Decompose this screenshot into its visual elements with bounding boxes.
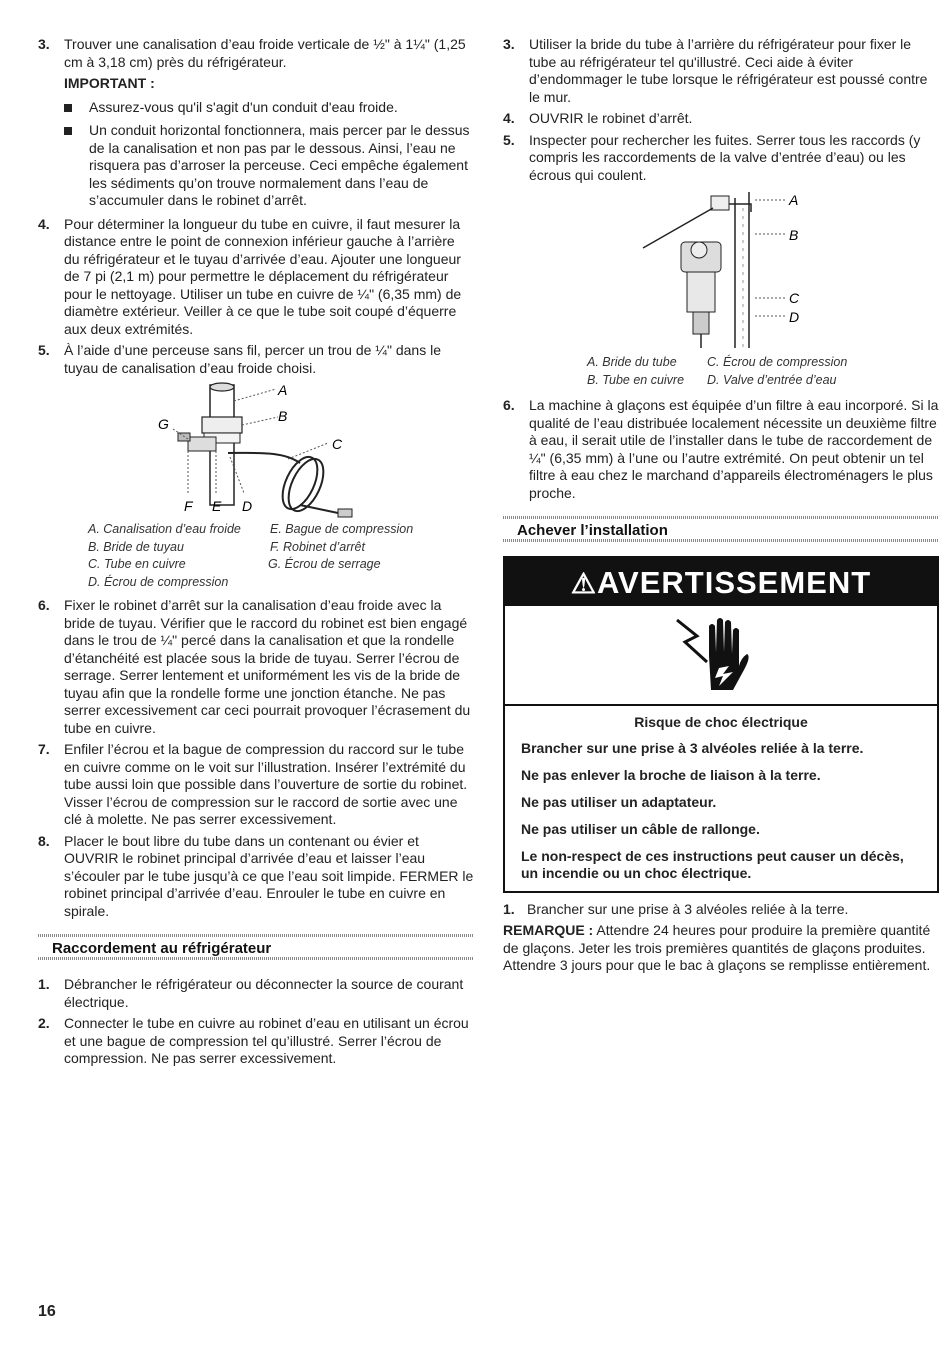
step-text: Inspecter pour rechercher les fuites. Serrer tous les raccords (y compris les raccordements de la valve d’entrée d’eau) ou les écrous qui coulent.	[529, 131, 921, 183]
fig1-label-b: B	[278, 408, 288, 424]
water-valve-figure	[503, 188, 939, 354]
section-title: Raccordement au réfrigérateur	[52, 940, 272, 957]
warning-triangle-icon: ⚠	[570, 568, 597, 599]
remark	[503, 922, 939, 975]
warning-line: Le non-respect de ces instructions peut causer un décès, un incendie ou un choc électrique.	[521, 847, 904, 881]
section-divider	[38, 957, 474, 960]
bullet-square-icon	[64, 127, 72, 135]
section-divider	[503, 516, 939, 519]
important-label: IMPORTANT :	[64, 75, 155, 91]
fig1-caption	[88, 521, 474, 591]
bullet-item	[64, 122, 474, 210]
warning-text	[505, 706, 937, 891]
warning-line: Ne pas utiliser un adaptateur.	[521, 793, 717, 810]
caption-item: D. Écrou de compression	[88, 574, 229, 589]
bullet-square-icon	[64, 104, 72, 112]
fig2-caption	[587, 354, 939, 389]
step-7	[38, 741, 474, 829]
bullet-text: Un conduit horizontal fonctionnera, mais percer par le dessus de la canalisation et non pas par le dessous. Ainsi, l’eau ne risquera pas d’arroser la perceuse. Ceci empêche également les sédiments qu’on trouve normalement dans l’eau de s’accumuler dans le robinet d’arrêt.	[89, 122, 470, 208]
connect-step-1	[38, 976, 474, 1011]
section-heading-achever	[503, 516, 939, 542]
remark-text: Attendre 24 heures pour produire la première quantité de glaçons. Jeter les trois premières quantités de glaçons produites. Attendre 3 jours pour que le bac à glaçons se remplisse entièrement.	[503, 922, 931, 973]
fig1-label-g: G	[158, 416, 169, 432]
bullet-text: Assurez-vous qu'il s'agit d'un conduit d'eau froide.	[89, 98, 398, 115]
fig2-label-b: B	[789, 227, 799, 243]
step-text: À l’aide d’une perceuse sans fil, percer un trou de ¼" dans le tuyau de canalisation d’eau froide choisi.	[64, 342, 441, 376]
step-number: 1.	[503, 900, 515, 917]
warning-line: Ne pas enlever la broche de liaison à la terre.	[521, 766, 821, 783]
electric-shock-icon	[505, 606, 937, 706]
right-column	[503, 36, 939, 975]
caption-item: B. Tube en cuivre	[587, 372, 685, 387]
step-number: 6.	[38, 597, 50, 613]
connect-step-2	[38, 1015, 474, 1068]
caption-item: B. Bride de tuyau	[88, 539, 184, 554]
step-number: 1.	[38, 976, 50, 992]
step-5	[38, 342, 474, 377]
right-step-3	[503, 36, 939, 106]
caption-item: A. Bride du tube	[587, 355, 677, 369]
fig2-label-a: A	[789, 192, 799, 208]
bullet-item	[64, 99, 474, 117]
section-divider	[503, 539, 939, 542]
remark-label: REMARQUE :	[503, 922, 594, 938]
shutoff-valve-illustration	[38, 381, 474, 521]
step-text: Débrancher le réfrigérateur ou déconnecter la source de courant électrique.	[64, 976, 464, 1010]
step-number: 5.	[503, 131, 515, 148]
step-number: 4.	[503, 110, 515, 126]
step-number: 2.	[38, 1015, 50, 1031]
step-text: Brancher sur une prise à 3 alvéoles reliée à la terre.	[527, 900, 849, 917]
step-3	[38, 36, 474, 71]
left-column	[38, 36, 474, 1072]
page-number: 16	[38, 1303, 56, 1320]
step-number: 6.	[503, 397, 515, 413]
step-number: 4.	[38, 215, 50, 232]
caption-item: D. Valve d’entrée d’eau	[707, 372, 837, 387]
step-number: 7.	[38, 741, 50, 757]
warning-header	[505, 558, 937, 606]
step-number: 3.	[503, 36, 515, 52]
caption-item: C. Tube en cuivre	[88, 557, 186, 571]
step-text: Connecter le tube en cuivre au robinet d’eau en utilisant un écrou et une bague de compression tel qu’illustré. Serrer l’écrou de compression. Ne pas serrer excessivement.	[64, 1015, 469, 1066]
caption-item: G. Écrou de serrage	[268, 557, 381, 571]
caption-item: C. Écrou de compression	[707, 355, 848, 369]
warning-header-text: AVERTISSEMENT	[596, 565, 872, 600]
step-text: Pour déterminer la longueur du tube en cuivre, il faut mesurer la distance entre le point de connexion inférieur gauche à l’arrière du réfrigérateur et le tuyau d’arrivée d’eau. Ajouter une longueur de 7 pi (2,1 m) pour permettre le déplacement du réfrigérateur pour le nettoyage. Utiliser un tube en cuivre de ¼" (6,35 mm) de diamètre extérieur. Veiller à ce que le tube soit coupé d’équerre aux deux extrémités.	[64, 215, 462, 337]
fig1-label-f: F	[184, 498, 193, 514]
step-text: OUVRIR le robinet d’arrêt.	[529, 110, 693, 126]
step-text: Enfiler l’écrou et la bague de compression du raccord sur le tube en cuivre comme on le voit sur l’illustration. Insérer l’extrémité du tube aussi loin que possible dans l’ouverture de sortie du robinet. Visser l’écrou de compression sur le raccord de sortie avec une clé à molette. Ne pas serrer excessivement.	[64, 741, 468, 827]
fig1-label-e: E	[212, 498, 222, 514]
caption-item: A. Canalisation d’eau froide	[88, 522, 241, 536]
step-text: Placer le bout libre du tube dans un contenant ou évier et OUVRIR le robinet principal d’arrivée d’eau et laisser l’eau s’écouler par le tube jusqu’à ce que l’eau soit limpide. FERMER le robinet principal d’arrivée d’eau. Enrouler le tube en cuivre en spirale.	[64, 832, 474, 919]
fig1-label-d: D	[242, 498, 253, 514]
step-4	[38, 216, 474, 339]
warning-risk: Risque de choc électrique	[634, 714, 808, 730]
fig2-label-c: C	[789, 290, 800, 306]
step-text: Utiliser la bride du tube à l’arrière du réfrigérateur pour fixer le tube au réfrigérateur tel qu'illustré. Ceci aide à éviter d’endommager le tube lorsque le réfrigérateur est poussé contre le mur.	[529, 36, 928, 105]
step-text: La machine à glaçons est équipée d’un filtre à eau incorporé. Si la qualité de l’eau distribuée localement nécessite un deuxième filtre à eau, il serait utile de l’installer dans le tube de raccordement de ¼" (6,35 mm) à l’une ou l’autre extrémité. On peut obtenir un tel filtre à eau chez le marchand d’appareils électroménagers le plus proche.	[529, 397, 939, 501]
step-6	[38, 597, 474, 737]
fig1-label-c: C	[332, 436, 343, 452]
section-divider	[38, 934, 474, 937]
right-step-6	[503, 397, 939, 502]
step-number: 3.	[38, 36, 50, 52]
right-step-5	[503, 132, 939, 185]
fig1-label-a: A	[278, 382, 288, 398]
final-step-1	[503, 901, 939, 919]
step-number: 8.	[38, 832, 50, 849]
warning-line: Brancher sur une prise à 3 alvéoles reliée à la terre.	[521, 739, 864, 756]
right-step-4	[503, 110, 939, 128]
step-text: Trouver une canalisation d’eau froide verticale de ½" à 1¼" (1,25 cm à 3,18 cm) près du réfrigérateur.	[64, 36, 466, 70]
step-number: 5.	[38, 342, 50, 358]
step-8	[38, 833, 474, 921]
warning-line: Ne pas utiliser un câble de rallonge.	[521, 820, 760, 837]
caption-item: F. Robinet d’arrêt	[270, 539, 365, 554]
section-heading-raccordement	[38, 934, 474, 960]
hand-shock-icon	[505, 606, 937, 702]
caption-item: E. Bague de compression	[270, 522, 414, 536]
water-valve-illustration	[503, 188, 939, 354]
fig2-label-d: D	[789, 309, 800, 325]
step-text: Fixer le robinet d’arrêt sur la canalisation d’eau froide avec la bride de tuyau. Vérifier que le raccord du robinet est bien engagé dans le trou de ¼" percé dans la canalisation et que la rondelle d’étanchéité est placée sous la bride de tuyau. Serrer l’écrou de serrage. Serrer lentement et uniformément les vis de la bride de tuyau afin que la rondelle forme une jonction étanche. Ne pas serrer excessivement car ceci pourrait provoquer l’écrasement du tube en cuivre.	[64, 597, 471, 736]
section-title: Achever l’installation	[517, 522, 668, 539]
warning-box	[503, 556, 939, 893]
shutoff-valve-figure	[38, 381, 474, 521]
